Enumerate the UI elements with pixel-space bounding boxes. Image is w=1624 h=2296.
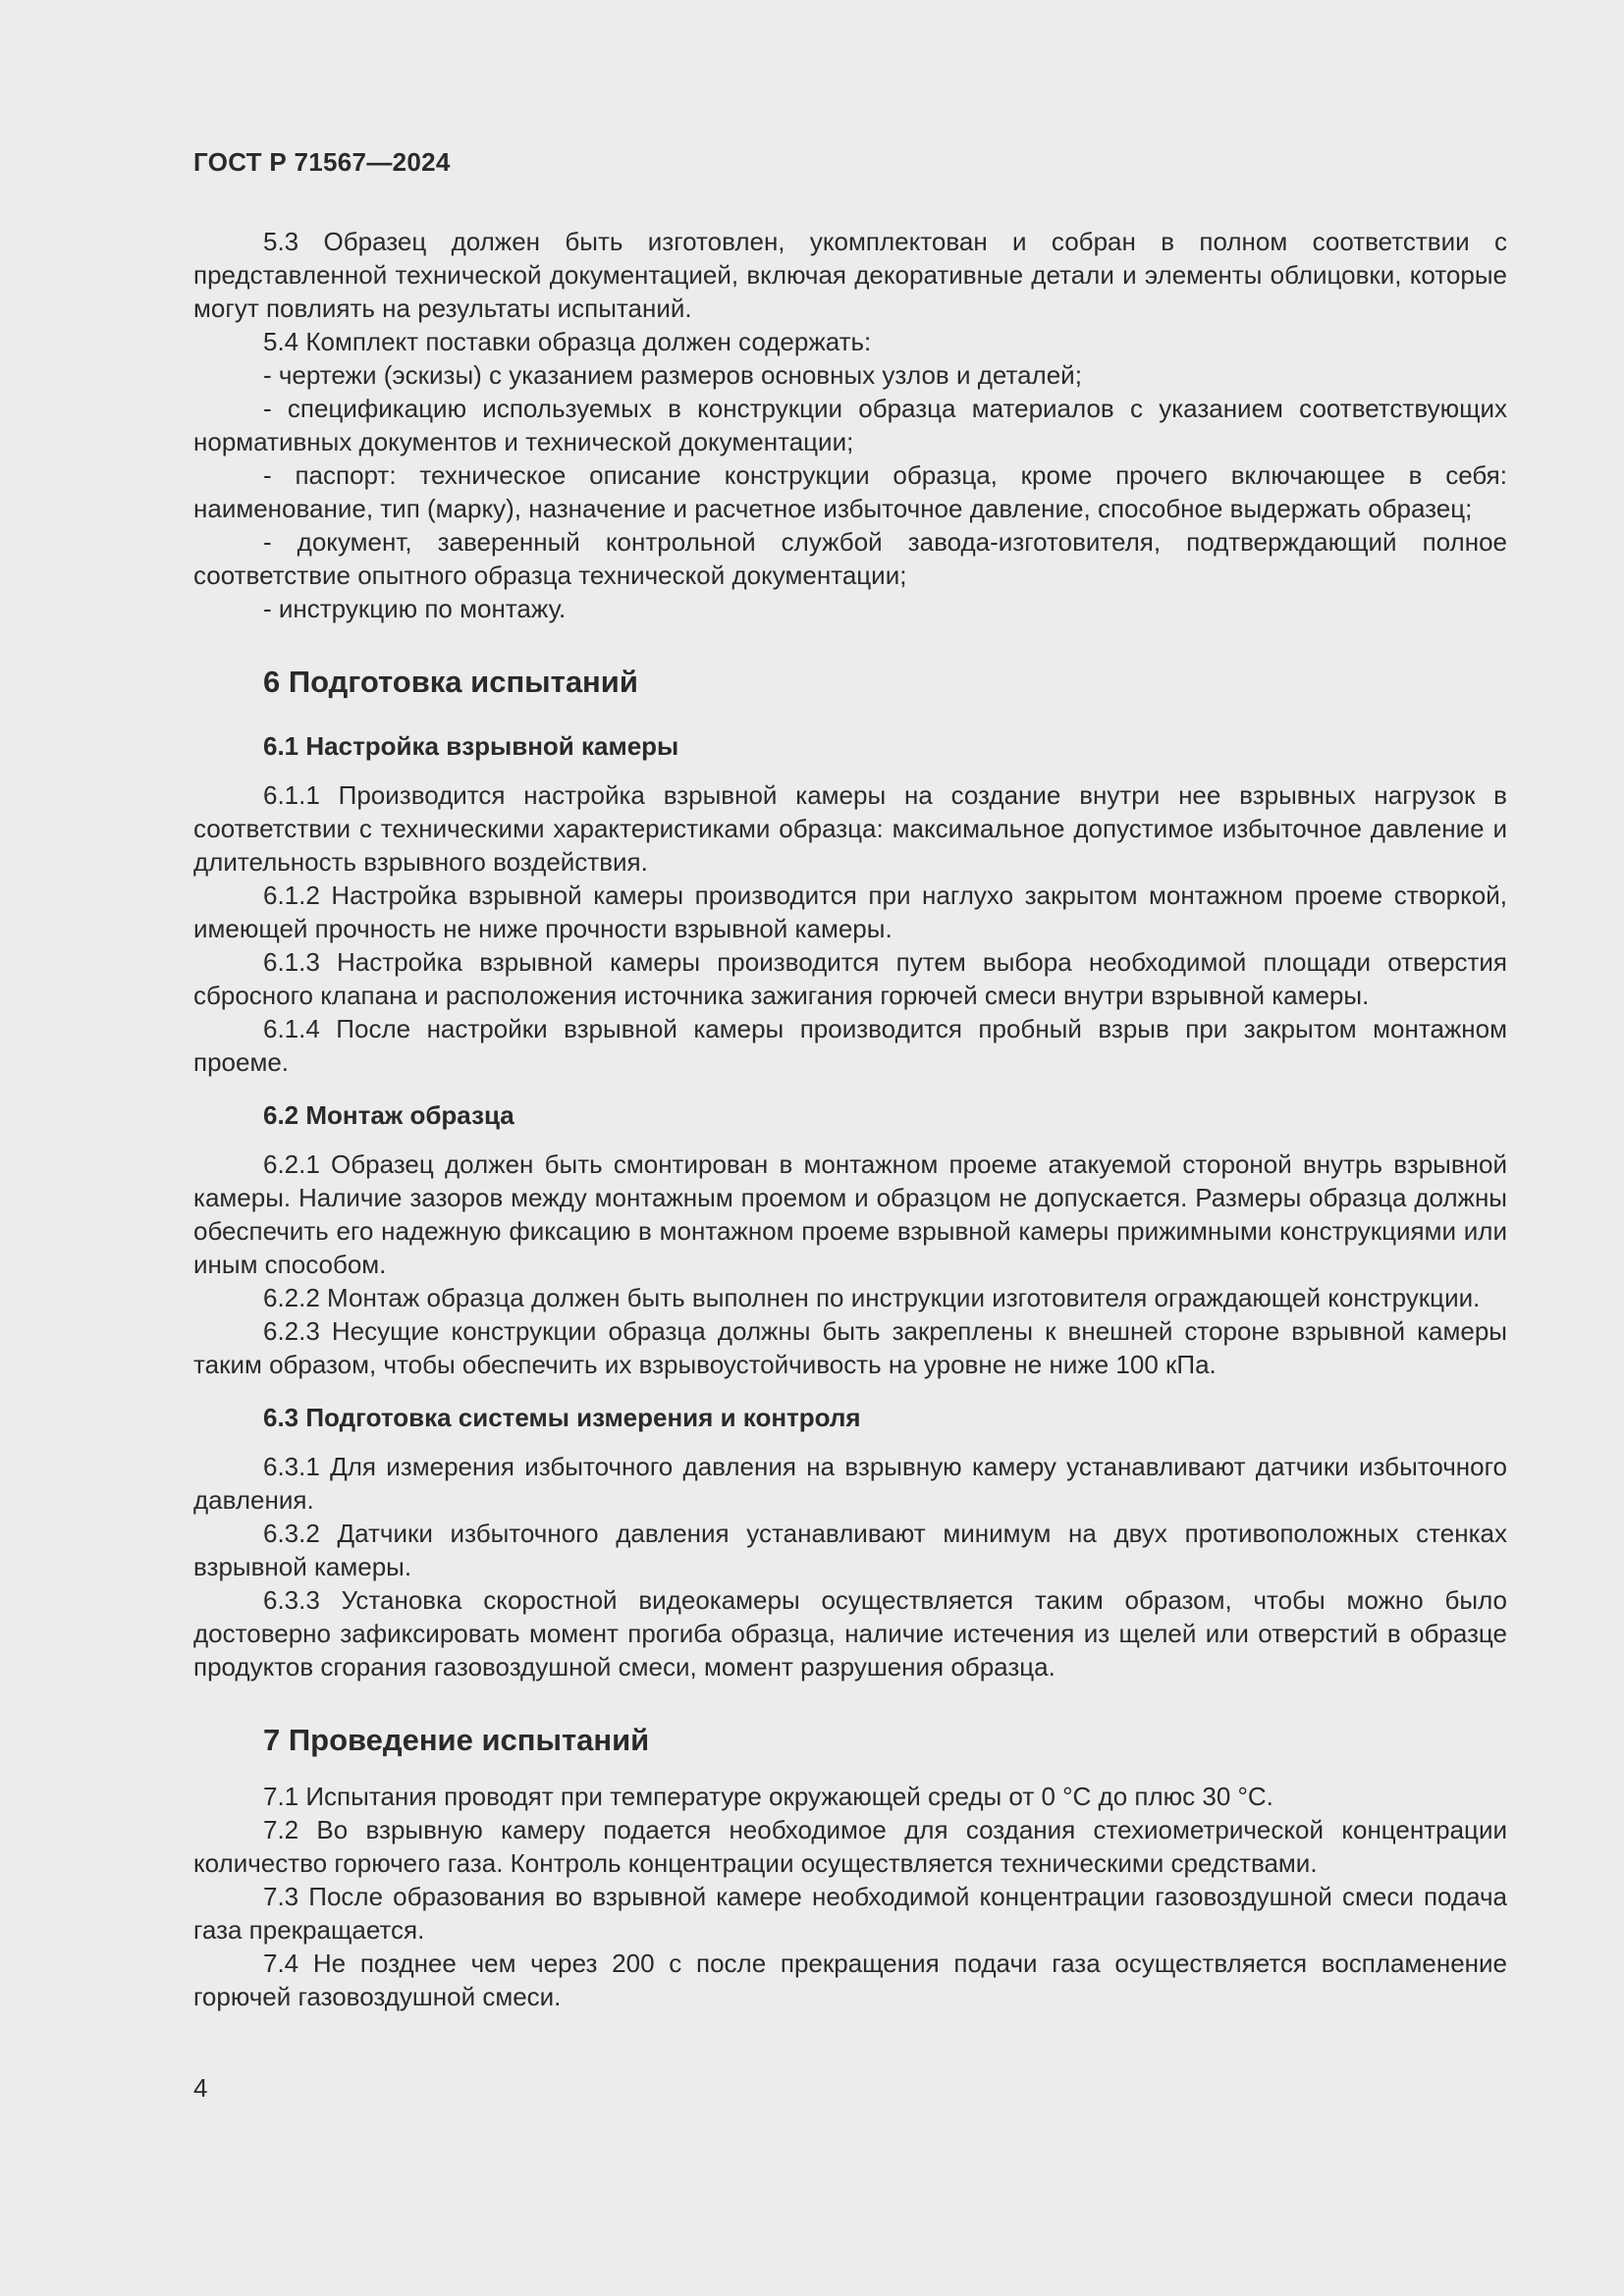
paragraph-6-3-3: 6.3.3 Установка скоростной видеокамеры осуществляется таким образом, чтобы можно было достоверно зафиксировать момент прогиба образца, наличие истечения из щелей или отверстий в образце продуктов сгорания газовоздушной смеси, момент разрушения образца.	[193, 1585, 1507, 1682]
list-item-specification: - спецификацию используемых в конструкции образца материалов с указанием соответствующих нормативных документов и технической документации;	[193, 394, 1507, 456]
paragraph-5-3: 5.3 Образец должен быть изготовлен, укомплектован и собран в полном соответствии с представленной технической документацией, включая декоративные детали и элементы облицовки, которые могут повлиять на результаты испытаний.	[193, 227, 1507, 323]
paragraph-6-1-4: 6.1.4 После настройки взрывной камеры производится пробный взрыв при закрытом монтажном проеме.	[193, 1014, 1507, 1077]
paragraph-6-3-1: 6.3.1 Для измерения избыточного давления на взрывную камеру устанавливают датчики избыточного давления.	[193, 1452, 1507, 1515]
section-7-heading: 7 Проведение испытаний	[263, 1723, 650, 1757]
subsection-6-1-heading: 6.1 Настройка взрывной камеры	[263, 731, 679, 761]
paragraph-6-2-3: 6.2.3 Несущие конструкции образца должны быть закреплены к внешней стороне взрывной камеры таким образом, чтобы обеспечить их взрывоустойчивость на уровне не ниже 100 кПа.	[193, 1316, 1507, 1379]
list-item-instructions: - инструкцию по монтажу.	[263, 594, 567, 623]
paragraph-6-2-1: 6.2.1 Образец должен быть смонтирован в монтажном проеме атакуемой стороной внутрь взрывной камеры. Наличие зазоров между монтажным проемом и образцом не допускается. Размеры образца должны обеспечить его надежную фиксацию в монтажном проеме взрывной камеры прижимными конструкциями или иным способом.	[193, 1149, 1507, 1279]
paragraph-7-1: 7.1 Испытания проводят при температуре окружающей среды от 0 °С до плюс 30 °С.	[263, 1782, 1273, 1811]
paragraph-7-2: 7.2 Во взрывную камеру подается необходимое для создания стехиометрической концентрации количество горючего газа. Контроль концентрации осуществляется техническими средствами.	[193, 1815, 1507, 1878]
paragraph-6-1-1: 6.1.1 Производится настройка взрывной камеры на создание внутри нее взрывных нагрузок в соответствии с техническими характеристиками образца: максимальное допустимое избыточное давление и длительность взрывного воздействия.	[193, 780, 1507, 877]
list-item-drawings: - чертежи (эскизы) с указанием размеров основных узлов и деталей;	[263, 360, 1082, 390]
subsection-6-3-heading: 6.3 Подготовка системы измерения и контроля	[263, 1403, 861, 1432]
paragraph-5-4: 5.4 Комплект поставки образца должен содержать:	[263, 327, 872, 356]
paragraph-7-3: 7.3 После образования во взрывной камере необходимой концентрации газовоздушной смеси подача газа прекращается.	[193, 1882, 1507, 1945]
paragraph-6-3-2: 6.3.2 Датчики избыточного давления устанавливают минимум на двух противоположных стенках взрывной камеры.	[193, 1519, 1507, 1581]
list-item-certificate: - документ, заверенный контрольной службой завода-изготовителя, подтверждающий полное соответствие опытного образца технической документации;	[193, 527, 1507, 590]
subsection-6-2-heading: 6.2 Монтаж образца	[263, 1100, 514, 1130]
section-6-heading: 6 Подготовка испытаний	[263, 665, 638, 699]
paragraph-6-1-2: 6.1.2 Настройка взрывной камеры производится при наглухо закрытом монтажном проеме створкой, имеющей прочность не ниже прочности взрывной камеры.	[193, 881, 1507, 943]
paragraph-7-4: 7.4 Не позднее чем через 200 с после прекращения подачи газа осуществляется воспламенение горючей газовоздушной смеси.	[193, 1949, 1507, 2011]
document-body	[193, 225, 1507, 2013]
document-header: ГОСТ Р 71567—2024	[193, 147, 451, 177]
paragraph-6-2-2: 6.2.2 Монтаж образца должен быть выполнен по инструкции изготовителя ограждающей конструкции.	[263, 1283, 1481, 1312]
paragraph-6-1-3: 6.1.3 Настройка взрывной камеры производится путем выбора необходимой площади отверстия сбросного клапана и расположения источника зажигания горючей смеси внутри взрывной камеры.	[193, 947, 1507, 1010]
page-number: 4	[193, 2073, 208, 2103]
list-item-passport: - паспорт: техническое описание конструкции образца, кроме прочего включающее в себя: наименование, тип (марку), назначение и расчетное избыточное давление, способное выдержать образец;	[193, 460, 1507, 523]
